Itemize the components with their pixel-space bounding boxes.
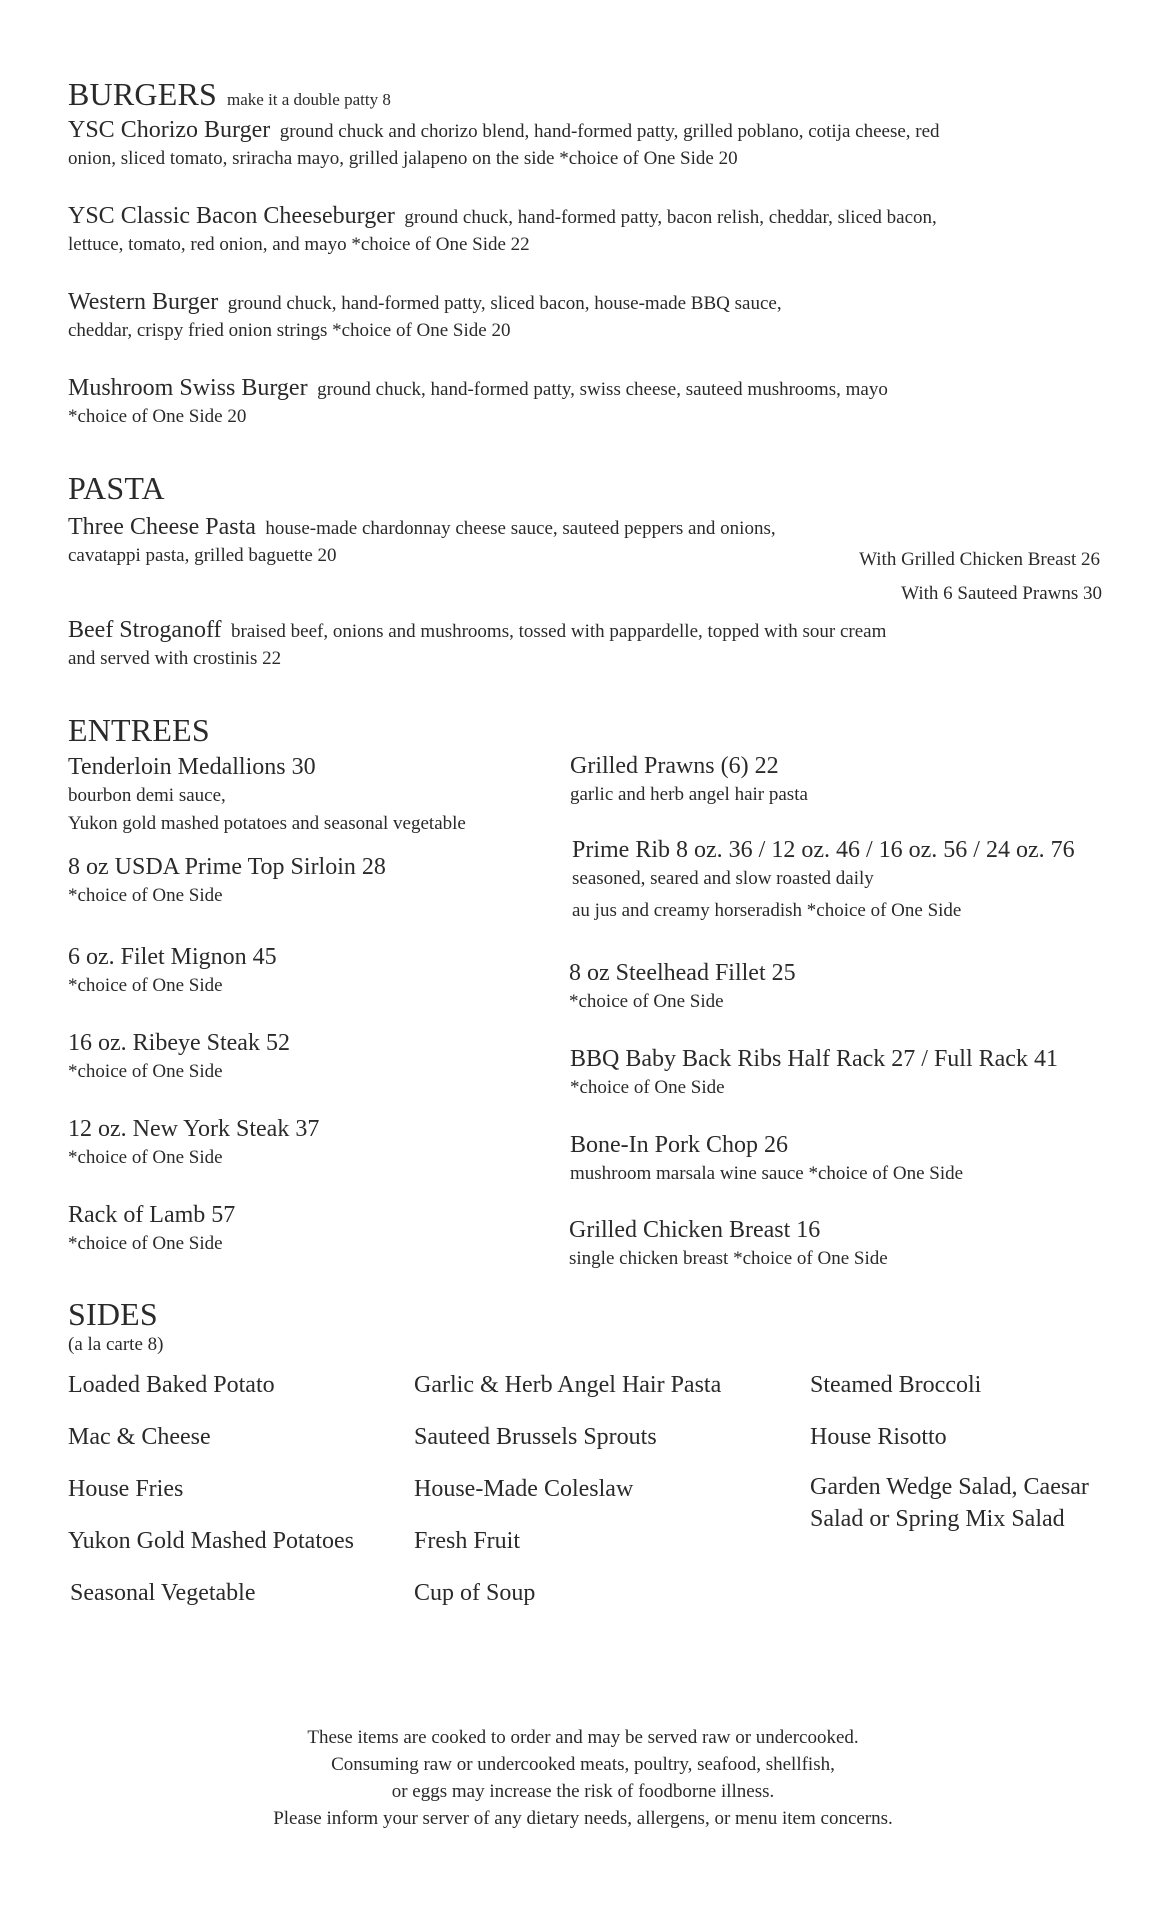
entrees-title: ENTREES [68, 712, 210, 748]
entree-name: BBQ Baby Back Ribs Half Rack 27 / Full Rack 41 [570, 1046, 1058, 1072]
entree-name: Grilled Chicken Breast 16 [569, 1217, 821, 1243]
pasta-addon-prawns: With 6 Sauteed Prawns 30 [901, 583, 1102, 604]
side-item: House Risotto [810, 1424, 947, 1450]
entree-name: 8 oz Steelhead Fillet 25 [569, 960, 796, 986]
item-desc: ground chuck, hand-formed patty, sliced bacon, house-made BBQ sauce, [227, 293, 782, 314]
entree-desc: *choice of One Side [570, 1077, 725, 1098]
burgers-note: make it a double patty 8 [227, 90, 391, 109]
entree-name: Grilled Prawns (6) 22 [570, 753, 779, 779]
item-name: Beef Stroganoff [68, 617, 222, 643]
item-desc: ground chuck, hand-formed patty, swiss cheese, sauteed mushrooms, mayo [317, 379, 888, 400]
entree-desc: *choice of One Side [68, 885, 223, 906]
entree-name: Tenderloin Medallions 30 [68, 754, 316, 780]
pasta-addon-chicken: With Grilled Chicken Breast 26 [859, 549, 1100, 570]
entree-desc: *choice of One Side [68, 1233, 223, 1254]
entree-filet-mignon [68, 942, 277, 1000]
entree-rack-of-lamb [68, 1200, 235, 1258]
side-item: Garlic & Herb Angel Hair Pasta [414, 1372, 722, 1398]
item-name: YSC Chorizo Burger [68, 117, 271, 143]
menu-item-chorizo-burger [68, 117, 1128, 172]
side-item: Steamed Broccoli [810, 1372, 982, 1398]
item-desc: lettuce, tomato, red onion, and mayo *choice of One Side 22 [68, 234, 530, 255]
side-item: Mac & Cheese [68, 1424, 211, 1450]
entree-prime-rib [572, 835, 1075, 925]
side-item: Salad or Spring Mix Salad [810, 1506, 1065, 1532]
item-name: Three Cheese Pasta [68, 514, 256, 540]
entree-desc: *choice of One Side [68, 1147, 223, 1168]
entree-desc: mushroom marsala wine sauce *choice of One Side [570, 1163, 964, 1184]
entree-name: 8 oz USDA Prime Top Sirloin 28 [68, 854, 386, 880]
entree-pork-chop [570, 1130, 963, 1188]
entree-desc: garlic and herb angel hair pasta [570, 784, 808, 805]
pasta-title: PASTA [68, 470, 165, 506]
disclaimer-line: Please inform your server of any dietary needs, allergens, or menu item concerns. [273, 1808, 893, 1829]
entree-desc: *choice of One Side [68, 1061, 223, 1082]
allergen-disclaimer [0, 1724, 1166, 1832]
item-desc: and served with crostinis 22 [68, 648, 282, 669]
item-name: Western Burger [68, 289, 219, 315]
disclaimer-line: or eggs may increase the risk of foodborne illness. [391, 1781, 775, 1802]
entree-grilled-prawns [570, 751, 808, 809]
entree-name: 16 oz. Ribeye Steak 52 [68, 1030, 290, 1056]
entree-name: 6 oz. Filet Mignon 45 [68, 944, 277, 970]
entree-name: Rack of Lamb 57 [68, 1202, 236, 1228]
menu-item-beef-stroganoff [68, 617, 1128, 672]
disclaimer-line: These items are cooked to order and may be served raw or undercooked. [307, 1727, 859, 1748]
burgers-header [68, 76, 391, 113]
entree-desc: bourbon demi sauce, [68, 785, 226, 806]
side-item: Fresh Fruit [414, 1528, 521, 1554]
side-item: Cup of Soup [414, 1580, 536, 1606]
entree-tenderloin [68, 752, 466, 838]
item-name: Mushroom Swiss Burger [68, 375, 308, 401]
item-desc: *choice of One Side 20 [68, 406, 247, 427]
side-item: Yukon Gold Mashed Potatoes [68, 1528, 354, 1554]
entree-name: Prime Rib 8 oz. 36 / 12 oz. 46 / 16 oz. 56 / 24 oz. 76 [572, 837, 1075, 863]
sides-note: (a la carte 8) [68, 1334, 164, 1355]
item-desc: onion, sliced tomato, sriracha mayo, grilled jalapeno on the side *choice of One Side 20 [68, 148, 738, 169]
menu-item-mushroom-swiss-burger [68, 375, 1128, 430]
item-desc: house-made chardonnay cheese sauce, sauteed peppers and onions, [265, 518, 776, 539]
item-desc: cheddar, crispy fried onion strings *choice of One Side 20 [68, 320, 511, 341]
entree-desc: au jus and creamy horseradish *choice of One Side [572, 900, 962, 921]
side-item: Sauteed Brussels Sprouts [414, 1424, 657, 1450]
item-desc: cavatappi pasta, grilled baguette 20 [68, 545, 337, 566]
disclaimer-line: Consuming raw or undercooked meats, poultry, seafood, shellfish, [331, 1754, 835, 1775]
entree-desc: *choice of One Side [569, 991, 724, 1012]
item-desc: ground chuck, hand-formed patty, bacon relish, cheddar, sliced bacon, [404, 207, 937, 228]
side-item: House-Made Coleslaw [414, 1476, 634, 1502]
item-name: YSC Classic Bacon Cheeseburger [68, 203, 395, 229]
entree-desc: Yukon gold mashed potatoes and seasonal vegetable [68, 813, 466, 834]
entree-steelhead [569, 958, 796, 1016]
item-desc: braised beef, onions and mushrooms, tossed with pappardelle, topped with sour cream [231, 621, 887, 642]
side-item: House Fries [68, 1476, 184, 1502]
burgers-title: BURGERS [68, 76, 217, 112]
entree-desc: single chicken breast *choice of One Side [569, 1248, 888, 1269]
item-desc: ground chuck and chorizo blend, hand-formed patty, grilled poblano, cotija cheese, red [279, 121, 940, 142]
entree-ribeye [68, 1028, 290, 1086]
entree-chicken-breast [569, 1215, 888, 1273]
entree-name: Bone-In Pork Chop 26 [570, 1132, 788, 1158]
menu-item-bacon-cheeseburger [68, 203, 1128, 258]
menu-item-western-burger [68, 289, 1128, 344]
side-item: Loaded Baked Potato [68, 1372, 275, 1398]
entree-name: 12 oz. New York Steak 37 [68, 1116, 320, 1142]
entree-desc: *choice of One Side [68, 975, 223, 996]
sides-title: SIDES [68, 1296, 158, 1332]
entree-desc: seasoned, seared and slow roasted daily [572, 868, 874, 889]
entree-new-york [68, 1114, 319, 1172]
side-item: Garden Wedge Salad, Caesar [810, 1474, 1089, 1500]
entree-top-sirloin [68, 852, 386, 910]
entree-baby-back-ribs [570, 1044, 1058, 1102]
side-item: Seasonal Vegetable [70, 1580, 256, 1606]
